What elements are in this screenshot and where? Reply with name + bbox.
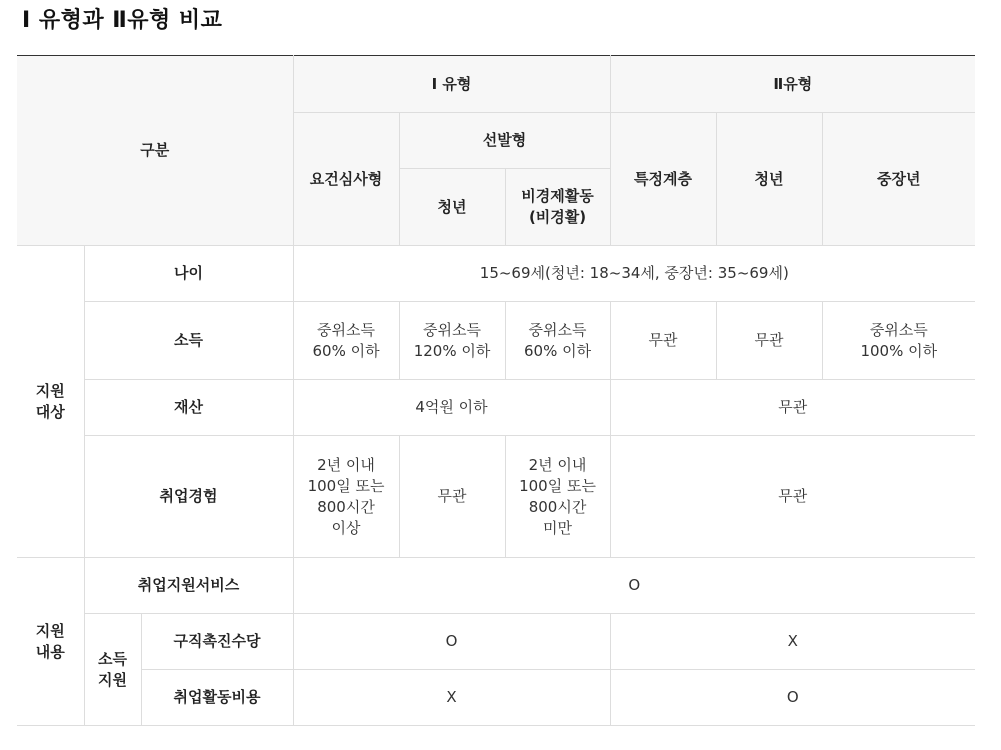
row-experience-cell: 무관: [399, 436, 505, 558]
comparison-table: [17, 55, 975, 726]
row-activity-cost-type1: X: [293, 670, 610, 726]
row-property-label: 재산: [84, 380, 293, 436]
row-experience-cell: 2년 이내 100일 또는 800시간 미만: [505, 436, 610, 558]
row-income-label: 소득: [84, 302, 293, 380]
row-activity-cost-label: 취업활동비용: [141, 670, 293, 726]
header-type1-requirement: 요건심사형: [293, 113, 399, 246]
row-income-cell: 무관: [610, 302, 716, 380]
row-allowance-label: 구직촉진수당: [141, 614, 293, 670]
header-type1: Ⅰ 유형: [293, 56, 610, 113]
header-type1-sel-youth: 청년: [399, 169, 505, 246]
section-income-support: 소득 지원: [84, 614, 141, 726]
row-allowance-type1: O: [293, 614, 610, 670]
row-allowance-type2: X: [610, 614, 975, 670]
row-experience-label: 취업경험: [84, 436, 293, 558]
row-income-cell: 무관: [716, 302, 822, 380]
row-property-type2: 무관: [610, 380, 975, 436]
page-title: Ⅰ 유형과 Ⅱ유형 비교: [22, 8, 223, 33]
header-category: 구분: [17, 56, 293, 246]
header-type2-middle: 중장년: [822, 113, 975, 246]
row-experience-type2: 무관: [610, 436, 975, 558]
header-type2: Ⅱ유형: [610, 56, 975, 113]
section-content: 지원 내용: [17, 558, 84, 726]
row-income-cell: 중위소득 60% 이하: [293, 302, 399, 380]
row-income-cell: 중위소득 60% 이하: [505, 302, 610, 380]
row-activity-cost-type2: O: [610, 670, 975, 726]
row-age-value: 15~69세(청년: 18~34세, 중장년: 35~69세): [293, 246, 975, 302]
row-age-label: 나이: [84, 246, 293, 302]
section-target: 지원 대상: [17, 246, 84, 558]
row-property-type1: 4억원 이하: [293, 380, 610, 436]
header-type2-special: 특정계층: [610, 113, 716, 246]
row-income-cell: 중위소득 100% 이하: [822, 302, 975, 380]
header-type1-sel-nonecon: 비경제활동 (비경활): [505, 169, 610, 246]
row-service-value: O: [293, 558, 975, 614]
row-experience-cell: 2년 이내 100일 또는 800시간 이상: [293, 436, 399, 558]
row-service-label: 취업지원서비스: [84, 558, 293, 614]
row-income-cell: 중위소득 120% 이하: [399, 302, 505, 380]
header-type2-youth: 청년: [716, 113, 822, 246]
header-type1-selection: 선발형: [399, 113, 610, 169]
